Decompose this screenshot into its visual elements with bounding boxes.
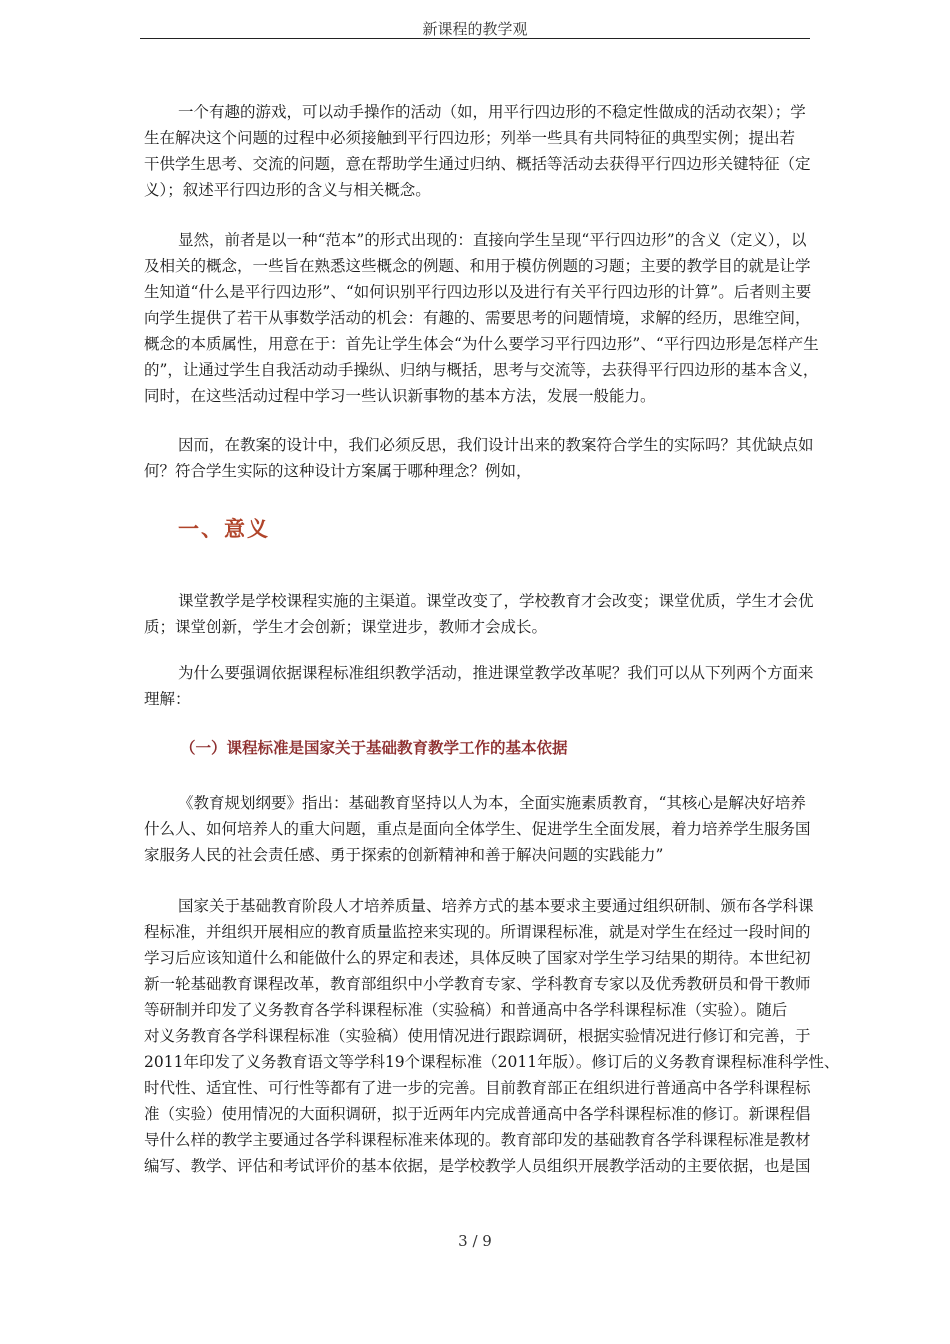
text-line: 同时，在这些活动过程中学习一些认识新事物的基本方法，发展一般能力。: [144, 387, 656, 405]
text-line: 显然，前者是以一种“范本”的形式出现的：直接向学生呈现“平行四边形”的含义（定义），以: [178, 231, 807, 249]
text-line: 向学生提供了若干从事数学活动的机会：有趣的、需要思考的问题情境，求解的经历，思维空间，: [144, 309, 811, 327]
text-line: 因而，在教案的设计中，我们必须反思，我们设计出来的教案符合学生的实际吗？其优缺点如: [178, 436, 814, 454]
text-line: 《教育规划纲要》指出：基础教育坚持以人为本，全面实施素质教育，“其核心是解决好培养: [178, 794, 806, 812]
text-line: 准（实验）使用情况的大面积调研，拟于近两年内完成普通高中各学科课程标准的修订。新课程倡: [144, 1105, 811, 1123]
text-line: 2011年印发了义务教育语文等学科19个课程标准（2011年版）。修订后的义务教育课程标准科学性、: [144, 1053, 840, 1071]
text-line: 新一轮基础教育课程改革，教育部组织中小学教育专家、学科教育专家以及优秀教研员和骨干教师: [144, 975, 811, 993]
text-line: 概念的本质属性，用意在于：首先让学生体会“为什么要学习平行四边形”、“平行四边形是怎样产生: [144, 335, 819, 353]
section-heading: 一、意义: [178, 517, 270, 541]
text-line: 对义务教育各学科课程标准（实验稿）使用情况进行跟踪调研，根据实验情况进行修订和完善，于: [144, 1027, 811, 1045]
subsection-heading: （一）课程标准是国家关于基础教育教学工作的基本依据: [180, 739, 568, 757]
text-line: 家服务人民的社会责任感、勇于探索的创新精神和善于解决问题的实践能力”: [144, 846, 664, 864]
text-line: 编写、教学、评估和考试评价的基本依据，是学校教学人员组织开展教学活动的主要依据，也是国: [144, 1157, 811, 1175]
text-line: 时代性、适宜性、可行性等都有了进一步的完善。目前教育部正在组织进行普通高中各学科课程标: [144, 1079, 811, 1097]
text-line: 生在解决这个问题的过程中必须接触到平行四边形；列举一些具有共同特征的典型实例；提出若: [144, 129, 796, 147]
paragraph-comparison: [144, 227, 868, 409]
text-line: 一个有趣的游戏，可以动手操作的活动（如，用平行四边形的不稳定性做成的活动衣架）；学: [178, 103, 806, 121]
text-line: 课堂教学是学校课程实施的主渠道。课堂改变了，学校教育才会改变；课堂优质，学生才会优: [178, 592, 814, 610]
text-line: 及相关的概念，一些旨在熟悉这些概念的例题、和用于模仿例题的习题；主要的教学目的就是让学: [144, 257, 811, 275]
text-line: 的”，让通过学生自我活动动手操纵、归纳与概括，思考与交流等，去获得平行四边形的基本含义，: [144, 361, 819, 379]
page-header-title: 新课程的教学观: [422, 20, 528, 38]
header-rule: [140, 38, 810, 39]
paragraph-curriculum-standards: [144, 893, 868, 1179]
text-line: 干供学生思考、交流的问题，意在帮助学生通过归纳、概括等活动去获得平行四边形关键特征（定: [144, 155, 811, 173]
paragraph-reflection: [144, 432, 868, 484]
text-line: 程标准，并组织开展相应的教育质量监控来实现的。所谓课程标准，就是对学生在经过一段时间的: [144, 923, 811, 941]
paragraph-why: [144, 660, 868, 712]
page-number: 3 / 9: [458, 1232, 492, 1250]
text-line: 什么人、如何培养人的重大问题，重点是面向全体学生、促进学生全面发展，着力培养学生服务国: [144, 820, 811, 838]
paragraph-activity-example: [144, 99, 868, 203]
text-line: 生知道“什么是平行四边形”、“如何识别平行四边形以及进行有关平行四边形的计算”。后者则主要: [144, 283, 812, 301]
text-line: 导什么样的教学主要通过各学科课程标准来体现的。教育部印发的基础教育各学科课程标准是教材: [144, 1131, 811, 1149]
paragraph-classroom: [144, 588, 868, 640]
text-line: 义）；叙述平行四边形的含义与相关概念。: [144, 181, 431, 199]
paragraph-planning-outline: [144, 790, 868, 868]
text-line: 为什么要强调依据课程标准组织教学活动，推进课堂教学改革呢？我们可以从下列两个方面来: [178, 664, 814, 682]
text-line: 理解：: [144, 690, 191, 708]
text-line: 等研制并印发了义务教育各学科课程标准（实验稿）和普通高中各学科课程标准（实验）。随后: [144, 1001, 788, 1019]
text-line: 何？符合学生实际的这种设计方案属于哪种理念？例如，: [144, 462, 532, 480]
text-line: 国家关于基础教育阶段人才培养质量、培养方式的基本要求主要通过组织研制、颁布各学科课: [178, 897, 814, 915]
text-line: 质；课堂创新，学生才会创新；课堂进步，教师才会成长。: [144, 618, 548, 636]
text-line: 学习后应该知道什么和能做什么的界定和表述，具体反映了国家对学生学习结果的期待。本世纪初: [144, 949, 811, 967]
